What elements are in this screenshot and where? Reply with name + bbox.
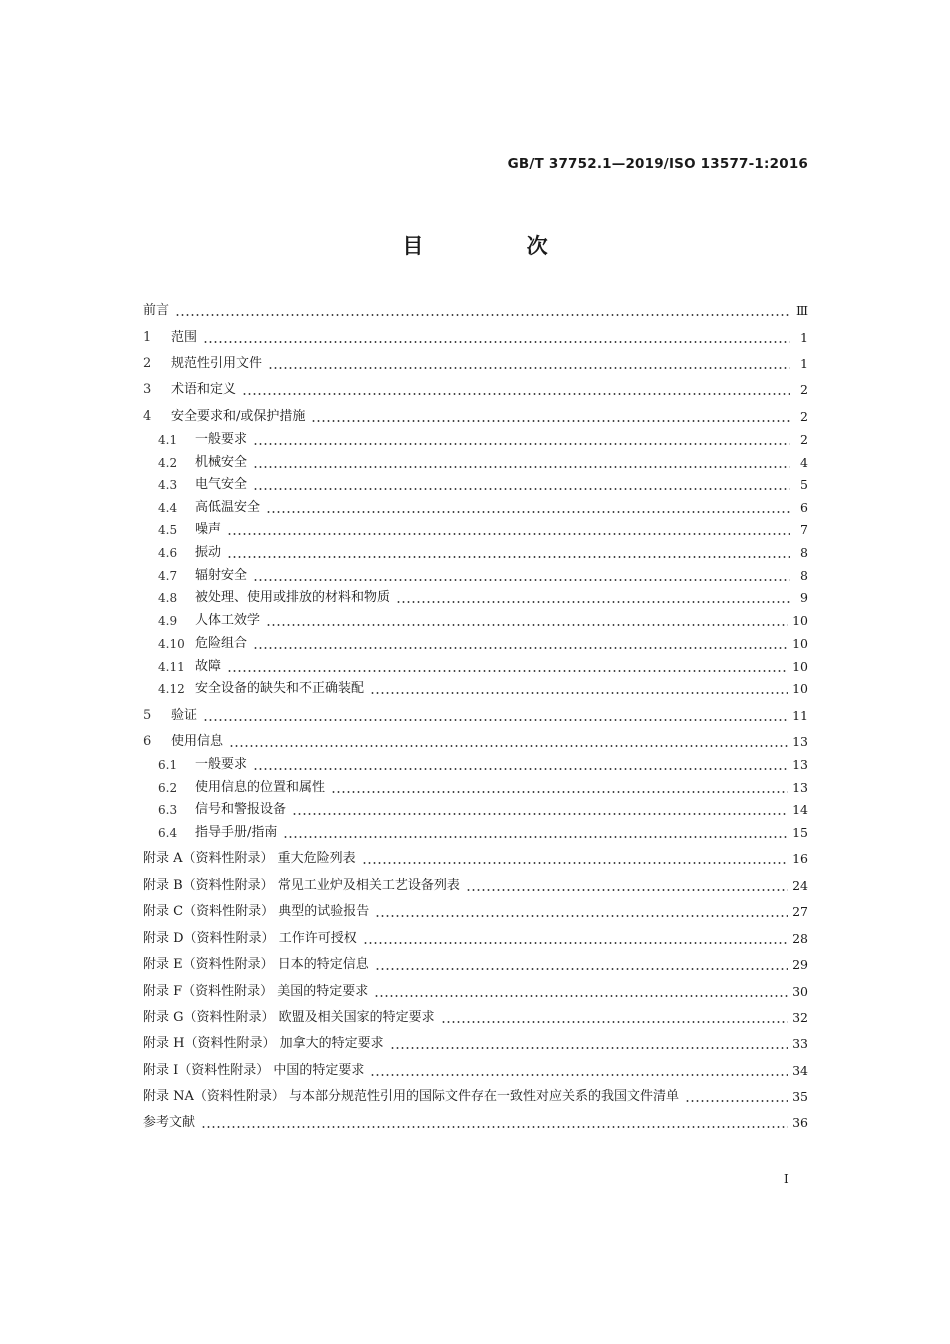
toc-entry-number: 2	[143, 356, 152, 371]
toc-entry-page: 28	[792, 931, 808, 946]
toc-entry[interactable]	[143, 354, 808, 374]
dot-leader	[685, 1100, 788, 1102]
toc-entry[interactable]	[158, 823, 808, 843]
toc-entry-page: 2	[800, 382, 808, 397]
toc-entry-page: 13	[792, 734, 808, 749]
toc-entry[interactable]	[143, 380, 808, 400]
toc-entry[interactable]	[143, 1113, 808, 1133]
toc-entry-label: 附录 B（资料性附录） 常见工业炉及相关工艺设备列表	[143, 878, 460, 893]
toc-entry-label: 使用信息的位置和属性	[195, 780, 326, 795]
toc-entry-number: 4.2	[158, 456, 178, 470]
dot-leader	[375, 915, 788, 917]
dot-leader	[227, 533, 790, 535]
toc-entry-number: 6	[143, 734, 152, 749]
dot-leader	[253, 488, 790, 490]
dot-leader	[253, 466, 790, 468]
toc-entry-page: 13	[792, 780, 808, 795]
dot-leader	[375, 968, 788, 970]
toc-entry-page: 7	[800, 522, 808, 537]
toc-entry-number: 4.9	[158, 614, 178, 628]
toc-entry-label: 振动	[195, 545, 222, 560]
toc-entry-label: 电气安全	[195, 477, 248, 492]
toc-entry-label: 辐射安全	[195, 568, 248, 583]
toc-entry-label: 高低温安全	[195, 500, 261, 515]
toc-entry[interactable]	[158, 800, 808, 820]
toc-entry[interactable]	[158, 634, 808, 654]
dot-leader	[441, 1021, 788, 1023]
dot-leader	[253, 768, 788, 770]
toc-entry-page: 29	[792, 957, 808, 972]
toc-entry[interactable]	[143, 1008, 808, 1028]
dot-leader	[363, 942, 788, 944]
dot-leader	[227, 556, 790, 558]
toc-entry-number: 3	[143, 382, 152, 397]
toc-entry-page: 2	[800, 432, 808, 447]
dot-leader	[466, 889, 788, 891]
toc-entry-page: 33	[792, 1036, 808, 1051]
toc-entry-label: 验证	[171, 708, 198, 723]
toc-entry[interactable]	[143, 328, 808, 348]
toc-entry[interactable]	[143, 876, 808, 896]
toc-entry-page: 2	[800, 409, 808, 424]
toc-entry[interactable]	[158, 679, 808, 699]
toc-entry-page: 10	[792, 636, 808, 651]
toc-entry[interactable]	[143, 407, 808, 427]
dot-leader	[203, 719, 788, 721]
toc-entry-number: 6.1	[158, 758, 178, 772]
toc-entry-number: 4.7	[158, 569, 178, 583]
toc-entry-label: 范围	[171, 330, 198, 345]
toc-entry[interactable]	[143, 706, 808, 726]
dot-leader	[175, 314, 790, 316]
toc-entry-label: 规范性引用文件	[171, 356, 263, 371]
toc-entry-page: 15	[792, 825, 808, 840]
toc-entry-page: 16	[792, 851, 808, 866]
toc-entry-page: 10	[792, 613, 808, 628]
toc-entry-page: 35	[792, 1089, 808, 1104]
toc-entry-label: 附录 NA（资料性附录） 与本部分规范性引用的国际文件存在一致性对应关系的我国文件清单	[143, 1089, 680, 1104]
toc-entry-label: 安全要求和/或保护措施	[171, 409, 306, 424]
toc-entry-number: 6.2	[158, 781, 178, 795]
dot-leader	[390, 1047, 788, 1049]
page-number: I	[784, 1172, 789, 1186]
toc-entry-number: 4.6	[158, 546, 178, 560]
toc-entry[interactable]	[158, 430, 808, 450]
dot-leader	[229, 745, 788, 747]
toc-entry-label: 附录 E（资料性附录） 日本的特定信息	[143, 957, 369, 972]
dot-leader	[203, 341, 790, 343]
toc-entry-label: 一般要求	[195, 432, 248, 447]
toc-entry-label: 人体工效学	[195, 613, 261, 628]
toc-entry[interactable]	[143, 732, 808, 752]
toc-entry-page: 10	[792, 681, 808, 696]
dot-leader	[283, 836, 788, 838]
toc-entry-page: 8	[800, 545, 808, 560]
dot-leader	[292, 813, 788, 815]
toc-entry-label: 使用信息	[171, 734, 224, 749]
toc-entry-label: 被处理、使用或排放的材料和物质	[195, 590, 391, 605]
toc-entry-page: 27	[792, 904, 808, 919]
toc-entry-label: 噪声	[195, 522, 222, 537]
toc-entry-label: 附录 C（资料性附录） 典型的试验报告	[143, 904, 370, 919]
toc-entry-label: 一般要求	[195, 757, 248, 772]
toc-entry[interactable]	[143, 301, 808, 321]
toc-entry-page: 9	[800, 590, 808, 605]
toc-entry-label: 附录 G（资料性附录） 欧盟及相关国家的特定要求	[143, 1010, 435, 1025]
toc-entry-label: 术语和定义	[171, 382, 237, 397]
dot-leader	[266, 511, 790, 513]
toc-entry-page: 36	[792, 1115, 808, 1130]
toc-entry-number: 4.1	[158, 433, 178, 447]
toc-entry-page: 34	[792, 1063, 808, 1078]
toc-entry-number: 5	[143, 708, 152, 723]
toc-entry-number: 4.8	[158, 591, 178, 605]
toc-entry[interactable]	[158, 520, 808, 540]
toc-entry-number: 6.4	[158, 826, 178, 840]
toc-entry[interactable]	[143, 1034, 808, 1054]
toc-entry[interactable]	[158, 498, 808, 518]
toc-entry-page: 5	[800, 477, 808, 492]
toc-entry-number: 1	[143, 330, 152, 345]
toc-entry[interactable]	[143, 1087, 808, 1107]
toc-entry-label: 附录 F（资料性附录） 美国的特定要求	[143, 984, 369, 999]
dot-leader	[227, 670, 788, 672]
toc-entry-label: 附录 I（资料性附录） 中国的特定要求	[143, 1063, 365, 1078]
toc-entry-page: 6	[800, 500, 808, 515]
toc-entry-page: 24	[792, 878, 808, 893]
toc-entry-number: 4.10	[158, 637, 185, 651]
dot-leader	[370, 692, 788, 694]
toc-entry-number: 4.12	[158, 682, 185, 696]
toc-entry-page: Ⅲ	[795, 303, 808, 318]
dot-leader	[268, 367, 790, 369]
toc-entry[interactable]	[143, 955, 808, 975]
toc-entry[interactable]	[158, 755, 808, 775]
dot-leader	[253, 647, 788, 649]
toc-entry-number: 4.11	[158, 660, 185, 674]
toc-entry[interactable]	[143, 982, 808, 1002]
dot-leader	[331, 791, 788, 793]
dot-leader	[253, 579, 790, 581]
dot-leader	[266, 624, 788, 626]
toc-entry-label: 附录 D（资料性附录） 工作许可授权	[143, 931, 357, 946]
toc-entry-page: 10	[792, 659, 808, 674]
dot-leader	[242, 393, 790, 395]
toc-entry-page: 14	[792, 802, 808, 817]
toc-entry-page: 1	[800, 330, 808, 345]
toc-entry-label: 危险组合	[195, 636, 248, 651]
toc-entry-label: 参考文献	[143, 1115, 196, 1130]
toc-entry-number: 4.3	[158, 478, 178, 492]
toc-entry[interactable]	[158, 778, 808, 798]
toc-entry-page: 11	[792, 708, 808, 723]
toc-entry-label: 机械安全	[195, 455, 248, 470]
toc-entry-page: 13	[792, 757, 808, 772]
toc-entry[interactable]	[143, 902, 808, 922]
page-title: 目 次	[402, 234, 596, 258]
toc-entry[interactable]	[158, 475, 808, 495]
dot-leader	[370, 1074, 788, 1076]
toc-entry-page: 30	[792, 984, 808, 999]
toc-entry-page: 32	[792, 1010, 808, 1025]
toc-entry-label: 附录 A（资料性附录） 重大危险列表	[143, 851, 356, 866]
toc-entry-number: 6.3	[158, 803, 178, 817]
toc-entry[interactable]	[158, 611, 808, 631]
dot-leader	[362, 862, 788, 864]
toc-entry-number: 4	[143, 409, 152, 424]
toc-entry-page: 1	[800, 356, 808, 371]
toc-entry[interactable]	[158, 543, 808, 563]
toc-entry-label: 故障	[195, 659, 222, 674]
dot-leader	[311, 420, 790, 422]
toc-entry-label: 附录 H（资料性附录） 加拿大的特定要求	[143, 1036, 384, 1051]
toc-entry[interactable]	[143, 929, 808, 949]
toc-entry-page: 8	[800, 568, 808, 583]
dot-leader	[374, 995, 788, 997]
dot-leader	[396, 601, 790, 603]
toc-entry-label: 信号和警报设备	[195, 802, 287, 817]
toc-entry-label: 安全设备的缺失和不正确装配	[195, 681, 365, 696]
toc-entry[interactable]	[158, 588, 808, 608]
toc-entry-label: 指导手册/指南	[195, 825, 278, 840]
toc-entry[interactable]	[143, 1061, 808, 1081]
toc-entry[interactable]	[143, 849, 808, 869]
toc-entry[interactable]	[158, 566, 808, 586]
dot-leader	[201, 1126, 788, 1128]
toc-entry-number: 4.4	[158, 501, 178, 515]
standard-code: GB/T 37752.1—2019/ISO 13577-1:2016	[507, 156, 808, 172]
toc-entry-page: 4	[800, 455, 808, 470]
dot-leader	[253, 443, 790, 445]
toc-entry-label: 前言	[143, 303, 170, 318]
toc-entry[interactable]	[158, 657, 808, 677]
toc-entry[interactable]	[158, 453, 808, 473]
toc-entry-number: 4.5	[158, 523, 178, 537]
